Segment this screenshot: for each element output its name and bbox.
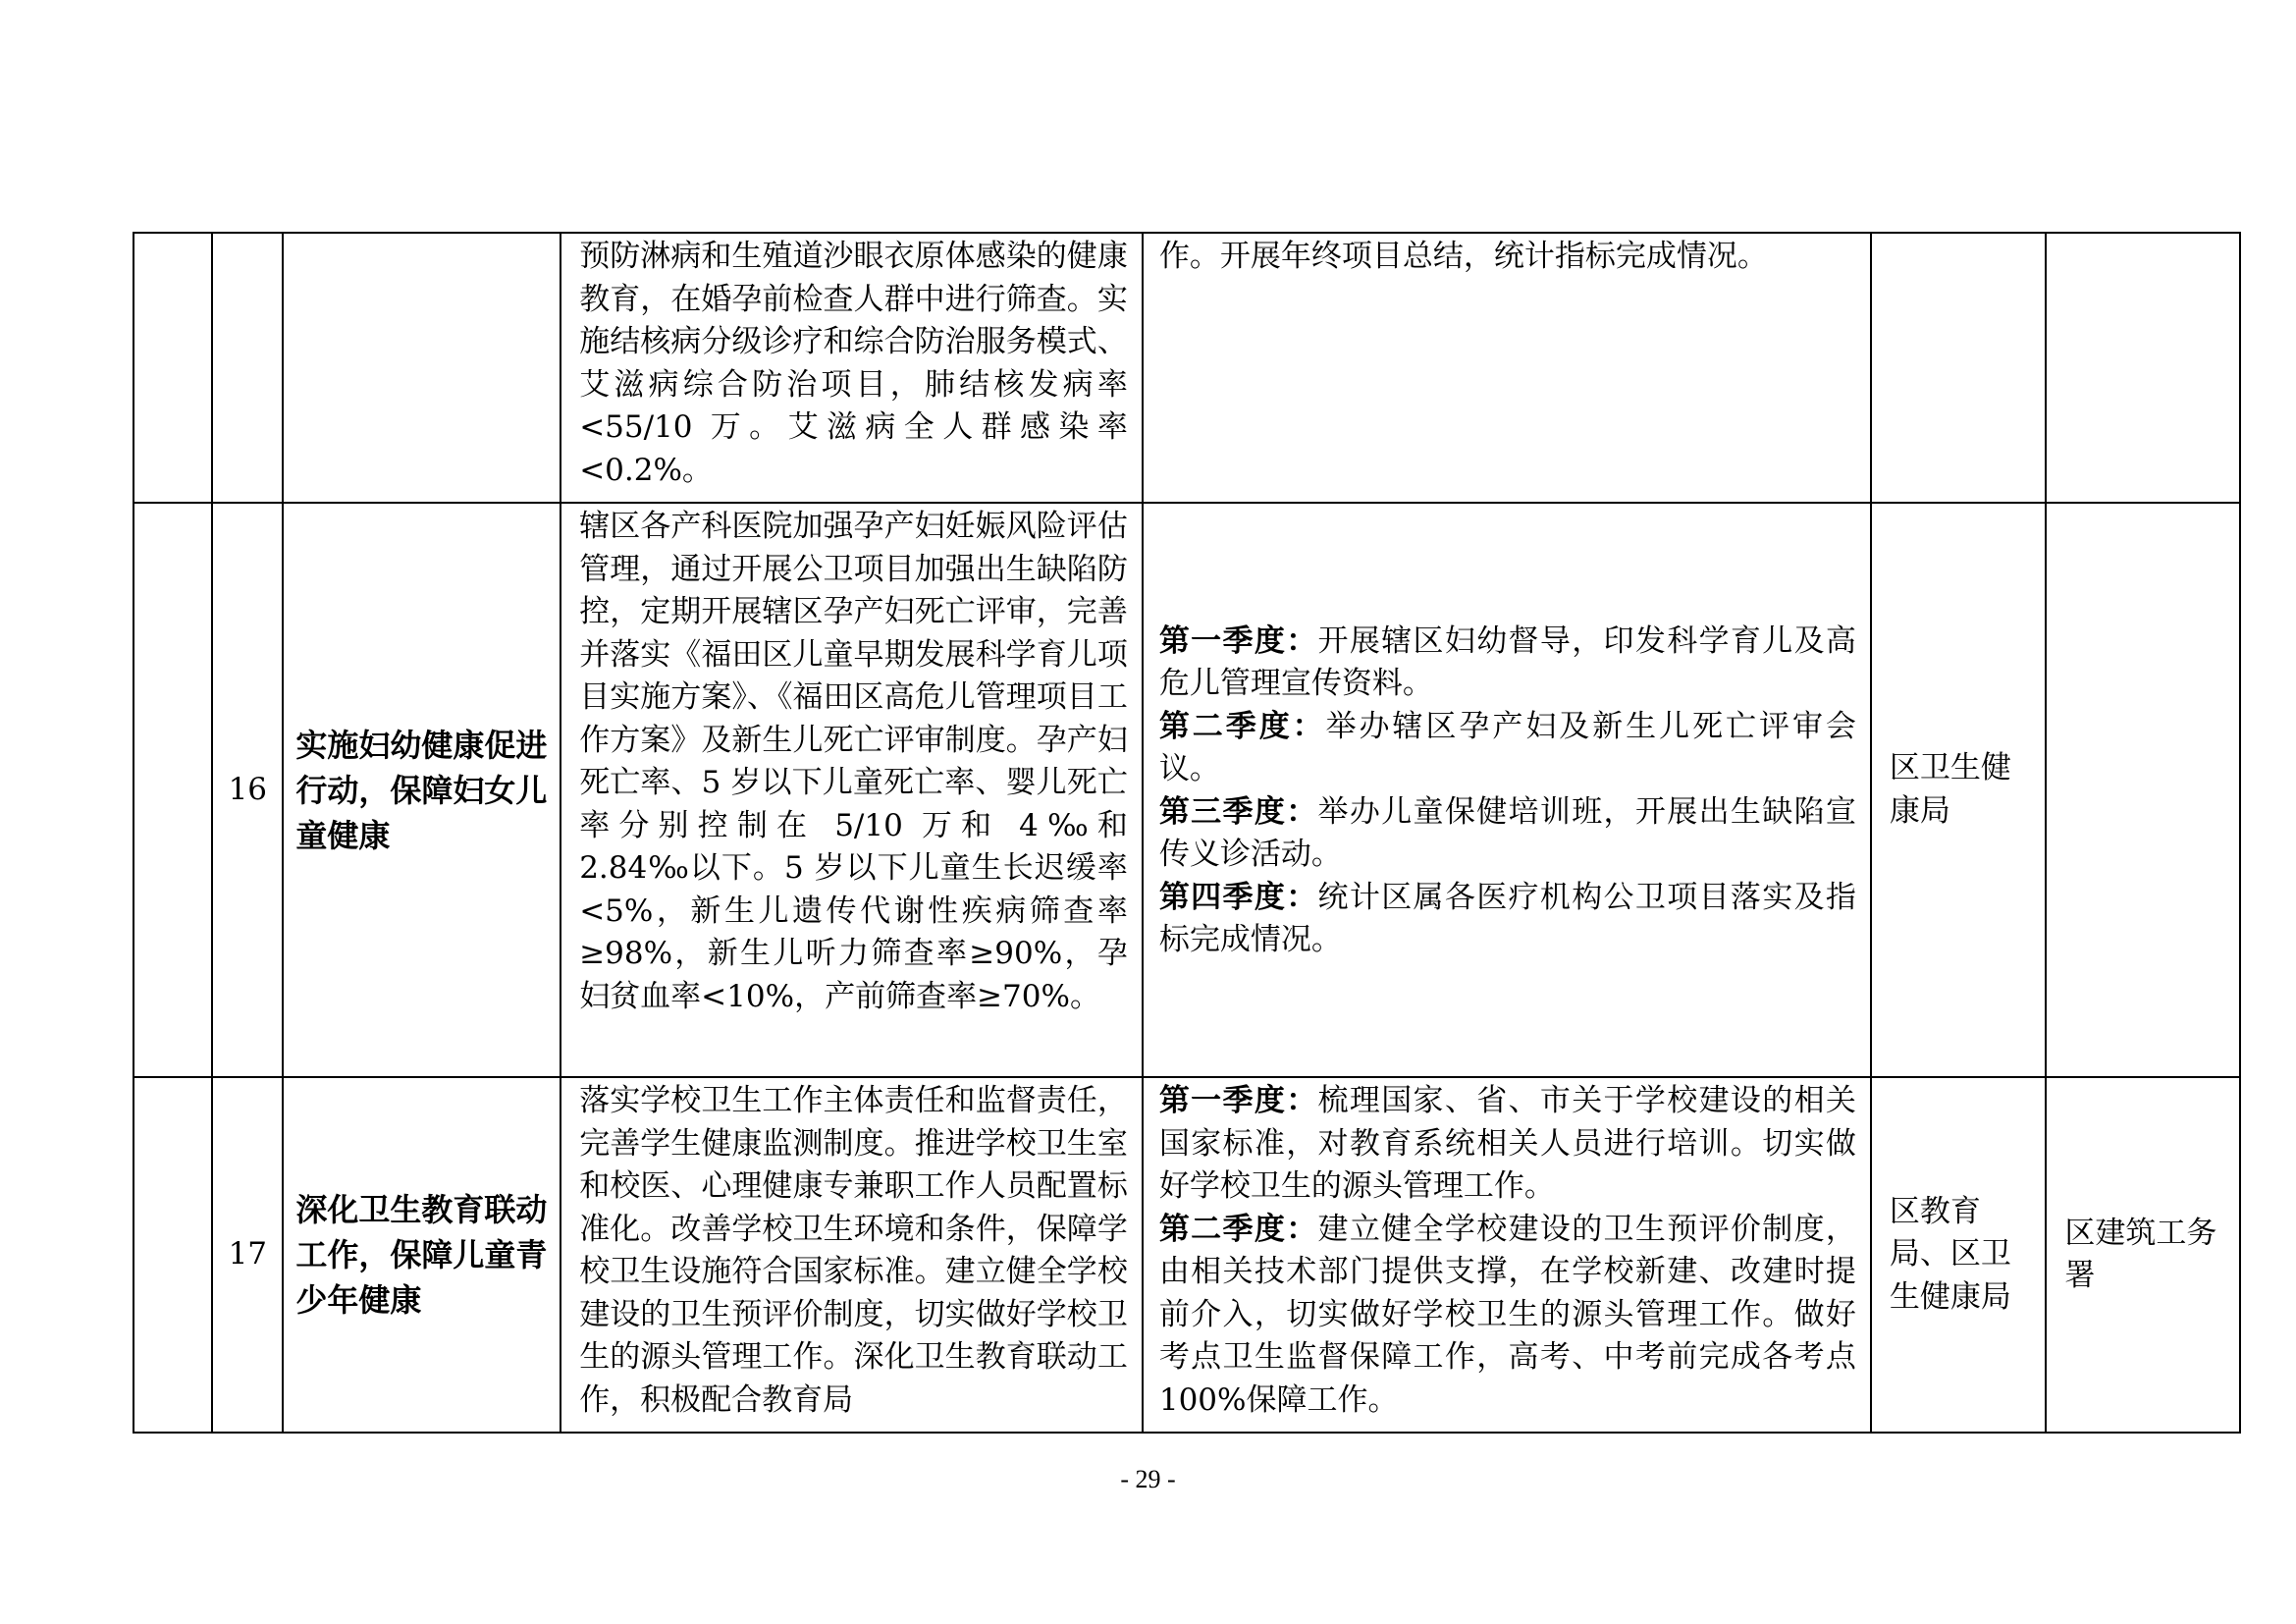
plan-text: 开展辖区妇幼督导，印发科学育儿及高危儿管理宣传资料。 [1158,623,1856,701]
task-plan [1143,503,1871,1077]
plan-text: 举办儿童保健培训班，开展出生缺陷宣传义诊活动。 [1158,793,1856,872]
plan-item [1159,877,1856,962]
table-row [133,1077,2240,1433]
plan-quarter-label: 第四季度： [1158,879,1318,915]
cooperating-unit: 区建筑工务署 [2046,1077,2240,1433]
table-row [133,503,2240,1077]
page-number: - 29 - [1120,1465,1176,1493]
cooperating-unit [2046,233,2240,503]
plan-item [1159,791,1856,877]
plan-text: 统计区属各医疗机构公卫项目落实及指标完成情况。 [1158,879,1856,957]
task-table [133,232,2241,1434]
row-number [212,233,283,503]
plan-item [1159,621,1856,706]
plan-quarter-label: 第二季度： [1158,1211,1318,1247]
plan-quarter-label: 第二季度： [1158,708,1326,744]
task-plan [1143,1077,1871,1433]
task-plan [1143,233,1871,503]
plan-item [1159,1209,1856,1423]
lead-unit [1871,233,2046,503]
lead-unit: 区卫生健康局 [1871,503,2046,1077]
category-cell [133,233,212,503]
table-row [133,233,2240,503]
plan-text: 建立健全学校建设的卫生预评价制度，由相关技术部门提供支撑，在学校新建、改建时提前介入，切实做好学校卫生的源头管理工作。做好考点卫生监督保障工作，高考、中考前完成各考点 100%保障工作。 [1158,1211,1856,1418]
plan-quarter-label: 第一季度： [1158,623,1318,659]
row-number: 16 [212,503,283,1077]
cooperating-unit [2046,503,2240,1077]
row-number: 17 [212,1077,283,1433]
task-target: 辖区各产科医院加强孕产妇妊娠风险评估管理，通过开展公卫项目加强出生缺陷防控，定期开展辖区孕产妇死亡评审，完善并落实《福田区儿童早期发展科学育儿项目实施方案》、《福田区高危儿管理项目工作方案》及新生儿死亡评审制度。孕产妇死亡率、5 岁以下儿童死亡率、婴儿死亡率分别控制在 5/10 万和 4‰和 2.84‰以下。5 岁以下儿童生长迟缓率<5%，新生儿遗传代谢性疾病筛查率≥98%，新生儿听力筛查率≥90%，孕妇贫血率<10%，产前筛查率≥70%。 [561,503,1143,1077]
lead-unit: 区教育局、区卫生健康局 [1871,1077,2046,1433]
plan-quarter-label: 第三季度： [1158,793,1318,830]
plan-item [1159,1080,1856,1209]
plan-item [1159,706,1856,791]
plan-text: 梳理国家、省、市关于学校建设的相关国家标准，对教育系统相关人员进行培训。切实做好学校卫生的源头管理工作。 [1158,1083,1856,1204]
task-target: 预防淋病和生殖道沙眼衣原体感染的健康教育，在婚孕前检查人群中进行筛查。实施结核病分级诊疗和综合防治服务模式、艾滋病综合防治项目，肺结核发病率<55/10 万。艾滋病全人群感染率<0.2%。 [561,233,1143,503]
task-title: 深化卫生教育联动工作，保障儿童青少年健康 [283,1077,561,1433]
plan-text: 举办辖区孕产妇及新生儿死亡评审会议。 [1158,708,1856,786]
task-title [283,233,561,503]
plan-text: 作。开展年终项目总结，统计指标完成情况。 [1158,239,1768,274]
plan-item [1159,236,1856,279]
task-target: 落实学校卫生工作主体责任和监督责任，完善学生健康监测制度。推进学校卫生室和校医、心理健康专兼职工作人员配置标准化。改善学校卫生环境和条件，保障学校卫生设施符合国家标准。建立健全学校建设的卫生预评价制度，切实做好学校卫生的源头管理工作。深化卫生教育联动工作，积极配合教育局 [561,1077,1143,1433]
task-title: 实施妇幼健康促进行动，保障妇女儿童健康 [283,503,561,1077]
category-cell [133,503,212,1077]
plan-quarter-label: 第一季度： [1158,1083,1318,1118]
category-cell [133,1077,212,1433]
